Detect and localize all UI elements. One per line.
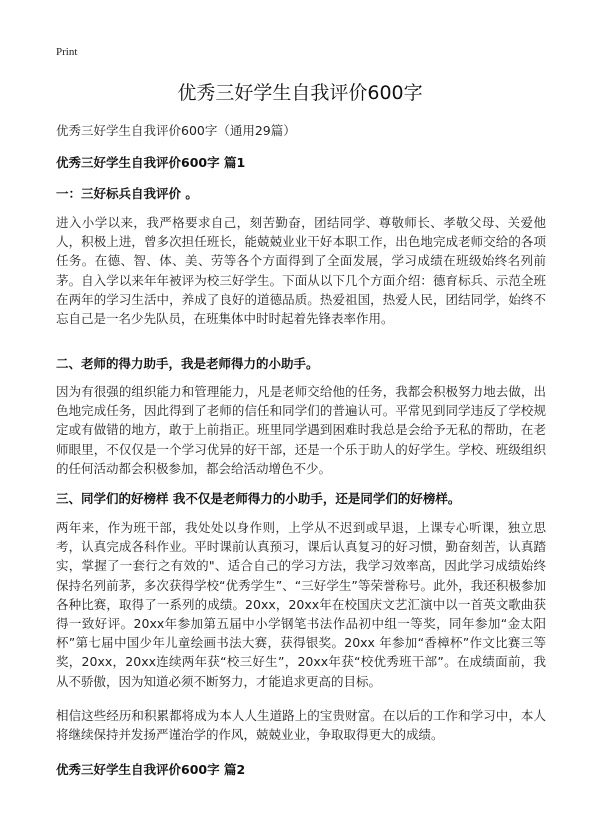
section-title-1: 优秀三好学生自我评价600字 篇1 (56, 155, 246, 170)
paragraph-1: 进入小学以来，我严格要求自己，刻苦勤奋，团结同学、尊敬师长、孝敬父母、关爱他人，积极上进，曾多次担任班长，能兢兢业业干好本职工作，出色地完成老师交给的各项任务。在德、智、体、美、劳等各个方面得到了全面发展，学习成绩在班级始终名列前茅。自入学以来年年被评为校三好学生。下面从以下几个方面介绍：德育标兵、示范全班 在两年的学习生活中，养成了良好的道德品质。热爱祖国，热爱人民，团结同学，始终不忘自己是一名少先队员，在班集体中时时起着先锋表率作用。 (56, 215, 546, 327)
paragraph-2: 因为有很强的组织能力和管理能力，凡是老师交给他的任务，我都会积极努力地去做，出色地完成任务，因此得到了老师的信任和同学们的普遍认可。平常见到同学违反了学校规定或有做错的地方，敢于上前指正。班里同学遇到困难时我总是会给予无私的帮助，在老师眼里，不仅仅是一个学习优异的好干部，还是一个乐于助人的好学生。学校、班级组织的任何活动都会积极参加，都会给活动增色不少。 (56, 384, 546, 476)
paragraph-4: 相信这些经历和积累都将成为本人人生道路上的宝贵财富。在以后的工作和学习中，本人将继续保持并发扬严谨治学的作风，兢兢业业，争取取得更大的成绩。 (56, 708, 546, 743)
section-title-2: 优秀三好学生自我评价600字 篇2 (56, 762, 246, 777)
heading-3: 三、同学们的好榜样 我不仅是老师得力的小助手，还是同学们的好榜样。 (56, 491, 461, 506)
paragraph-3: 两年来，作为班干部，我处处以身作则，上学从不迟到或早退，上课专心听课，独立思考，认真完成各科作业。平时课前认真预习，课后认真复习的好习惯，勤奋刻苦，认真踏实，掌握了一套行之有效的"、适合自己的学习方法，我学习效率高，因此学习成绩始终保持名列前茅，多次获得学校“优秀学生”、“三好学生”等荣誉称号。此外，我还积极参加各种比赛，取得了一系列的成绩。20xx，20xx年在校国庆文艺汇演中以一首英文歌曲获得一致好评。20xx年参加第五届中小学钢笔书法作品初中组一等奖，同年参加“金太阳杯”第七届中国少年儿童绘画书法大赛，获得银奖。20xx 年参加“香樟杯”作文比赛三等奖，20xx，20xx连续两年获“校三好生”，20xx年获“校优秀班干部”。在成绩面前，我从不骄傲，因为知道必须不断努力，才能追求更高的目标。 (56, 520, 546, 689)
heading-2: 二、老师的得力助手，我是老师得力的小助手。 (56, 356, 319, 371)
heading-1: 一：三好标兵自我评价 。 (56, 186, 198, 201)
page-title: 优秀三好学生自我评价600字 (177, 82, 423, 104)
print-link[interactable]: Print (56, 46, 78, 58)
document-subtitle: 优秀三好学生自我评价600字（通用29篇） (56, 123, 296, 138)
